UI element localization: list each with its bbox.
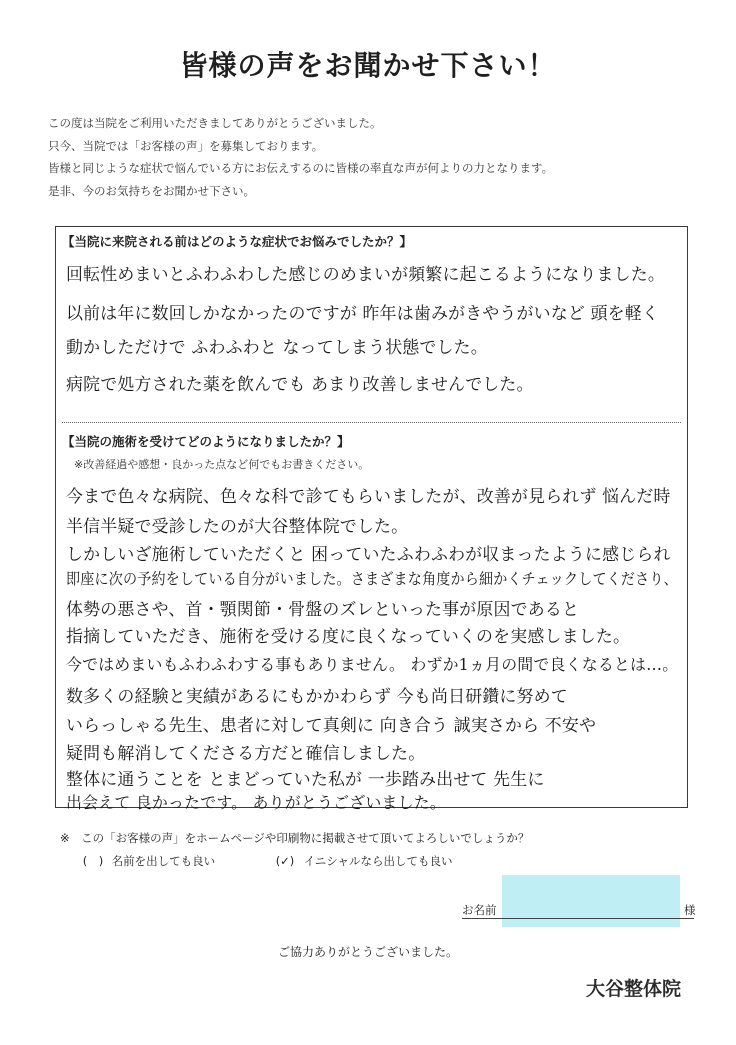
consent-option-initials[interactable] bbox=[270, 853, 452, 869]
option-checkbox[interactable]: (✓) bbox=[275, 854, 295, 868]
q2-heading: 【当院の施術を受けてどのようになりましたか？】 bbox=[62, 434, 350, 449]
q2-answer-line: 整体に通うことを とまどっていた私が 一歩踏み出せて 先生に bbox=[66, 770, 545, 790]
name-redaction bbox=[502, 875, 680, 927]
q2-note: ※改善経過や感想・良かった点など何でもお書きください。 bbox=[74, 458, 370, 471]
q1-heading: 【当院に来院される前はどのような症状でお悩みでしたか？】 bbox=[62, 234, 413, 249]
name-honorific: 様 bbox=[684, 903, 696, 917]
q2-answer-line: 半信半疑で受診したのが大谷整体院でした。 bbox=[66, 517, 409, 537]
intro-line: 只今、当院では「お客様の声」を募集しております。 bbox=[48, 138, 324, 153]
q2-answer-line: 出会えて 良かったです。 ありがとうございました。 bbox=[66, 793, 446, 812]
consent-question: ※ この「お客様の声」をホームページや印刷物に掲載させて頂いてよろしいでしょうか？ bbox=[60, 831, 530, 845]
questionnaire-box bbox=[55, 226, 688, 812]
option-checkbox[interactable]: ( ) bbox=[82, 854, 104, 868]
q2-answer-line: 疑問も解消してくださる方だと確信しました。 bbox=[66, 744, 426, 764]
q2-answer-line: いらっしゃる先生、患者に対して真剣に 向き合う 誠実さから 不安や bbox=[66, 716, 597, 736]
option-label: 名前を出しても良い bbox=[111, 854, 216, 868]
q2-answer-line: 体勢の悪さや、首・顎関節・骨盤のズレといった事が原因であると bbox=[66, 600, 580, 620]
page-title: 皆様の声をお聞かせ下さい！ bbox=[179, 49, 557, 82]
section-divider bbox=[62, 422, 681, 423]
q2-answer-line: 数多くの経験と実績があるにもかかわらず 今も尚日研鑽に努めて bbox=[66, 687, 568, 707]
name-label: お名前 bbox=[462, 903, 497, 917]
q2-answer-line: 今ではめまいもふわふわする事もありません。 わずか1ヵ月の間で良くなるとは…。 bbox=[66, 655, 679, 674]
q2-answer-line: 即座に次の予約をしている自分がいました。さまざまな角度から細かくチェックしてくださり、 bbox=[66, 570, 678, 588]
intro-line: 皆様と同じような症状で悩んでいる方にお伝えするのに皆様の率直な声が何よりの力となります。 bbox=[48, 161, 554, 175]
q1-answer-line: 動かしただけで ふわふわと なってしまう状態でした。 bbox=[66, 338, 488, 358]
q2-answer-line: 今まで色々な病院、色々な科で診てもらいましたが、改善が見られず 悩んだ時 bbox=[66, 487, 671, 507]
q1-answer-line: 病院で処方された薬を飲んでも あまり改善しませんでした。 bbox=[66, 375, 534, 395]
q2-answer-line: 指摘していただき、施術を受ける度に良くなっていくのを実感しました。 bbox=[66, 627, 631, 647]
name-underline bbox=[462, 918, 694, 919]
intro-line: この度は当院をご利用いただきましてありがとうございました。 bbox=[48, 116, 382, 130]
q1-answer-line: 以前は年に数回しかなかったのですが 昨年は歯みがきやうがいなど 頭を軽く bbox=[66, 304, 660, 324]
q2-answer-line: しかしいざ施術していただくと 困っていたふわふわが収まったように感じられ bbox=[66, 545, 671, 565]
clinic-name: 大谷整体院 bbox=[586, 978, 682, 1000]
option-label: イニシャルなら出しても良い bbox=[303, 854, 453, 868]
intro-text bbox=[48, 112, 553, 202]
thanks-text: ご協力ありがとうございました。 bbox=[277, 945, 458, 959]
q1-answer-line: 回転性めまいとふわふわした感じのめまいが頻繁に起こるようになりました。 bbox=[66, 265, 665, 285]
intro-line: 是非、今のお気持ちをお聞かせ下さい。 bbox=[48, 183, 255, 198]
consent-option-name[interactable] bbox=[78, 853, 215, 869]
